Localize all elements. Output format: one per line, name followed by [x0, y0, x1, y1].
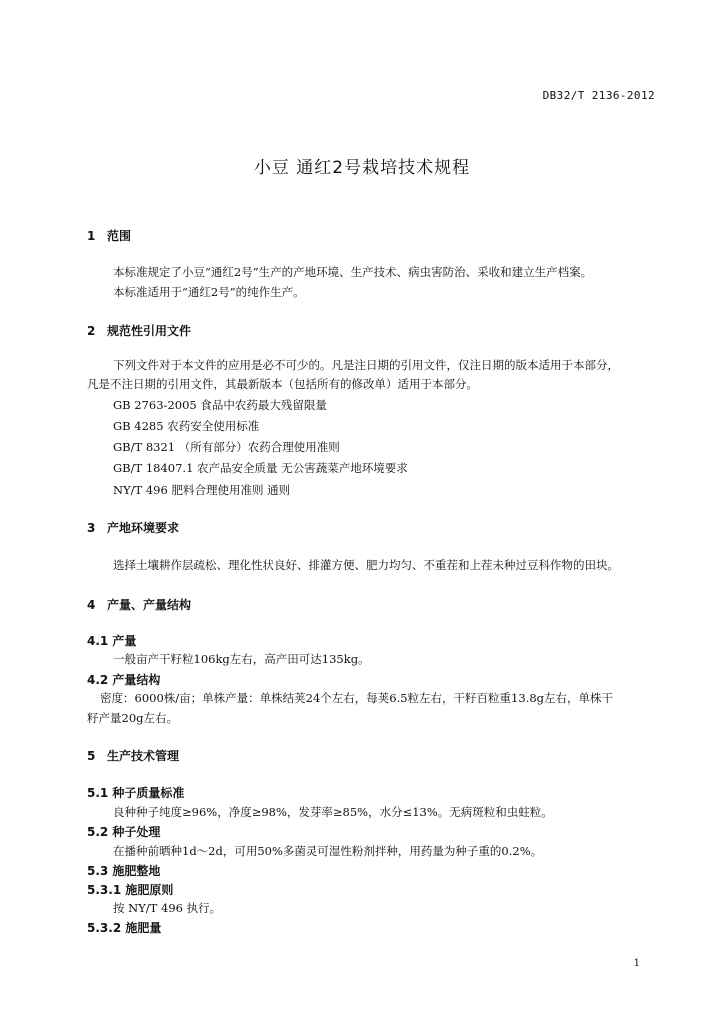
subsection-4-1-heading: 4.1 产量 [87, 634, 137, 648]
section-5-heading [87, 747, 179, 764]
section-title: 范围 [107, 229, 132, 243]
standard-number: DB32/T 2136-2012 [542, 89, 655, 102]
subsection-5-3-1-heading: 5.3.1 施肥原则 [87, 883, 174, 897]
section-2-heading [87, 322, 191, 339]
section-title: 产地环境要求 [107, 521, 180, 535]
fertilization-principle-text: 按 NY/T 496 执行。 [113, 901, 222, 915]
section-number: 2 [87, 324, 96, 338]
section-number: 5 [87, 749, 96, 763]
subsection-5-3-2-heading: 5.3.2 施肥量 [87, 921, 162, 935]
seed-quality-text: 良种种子纯度≥96%，净度≥98%，发芽率≥85%，水分≤13%。无病斑粒和虫蛀粒。 [113, 805, 553, 819]
references-intro-line-2: 凡是不注日期的引用文件，其最新版本（包括所有的修改单）适用于本部分。 [87, 377, 478, 391]
section-number: 1 [87, 229, 96, 243]
reference-item: GB 4285 农药安全使用标准 [113, 419, 260, 433]
document-title: 小豆 通红2号栽培技术规程 [253, 158, 471, 178]
seed-treatment-text: 在播种前晒种1d～2d，可用50%多菌灵可湿性粉剂拌种，用药量为种子重的0.2%。 [113, 844, 543, 858]
scope-paragraph-1: 本标准规定了小豆“通红2号”生产的产地环境、生产技术、病虫害防治、采收和建立生产档案。 [113, 265, 593, 279]
environment-paragraph: 选择土壤耕作层疏松、理化性状良好、排灌方便、肥力均匀、不重茬和上茬未种过豆科作物的田块。 [113, 558, 619, 572]
subsection-5-3-heading: 5.3 施肥整地 [87, 864, 161, 878]
reference-item: GB/T 8321 （所有部分）农药合理使用准则 [113, 440, 340, 454]
section-4-heading [87, 596, 191, 613]
yield-text: 一般亩产干籽粒106kg左右，高产田可达135kg。 [113, 652, 370, 666]
reference-item: GB/T 18407.1 农产品安全质量 无公害蔬菜产地环境要求 [113, 461, 408, 475]
references-intro-line-1: 下列文件对于本文件的应用是必不可少的。凡是注日期的引用文件，仅注日期的版本适用于本部分， [113, 358, 619, 372]
subsection-4-2-heading: 4.2 产量结构 [87, 673, 161, 687]
yield-structure-line-2: 籽产量20g左右。 [87, 711, 178, 725]
page-number: 1 [633, 958, 640, 969]
section-3-heading [87, 519, 179, 536]
subsection-5-1-heading: 5.1 种子质量标准 [87, 786, 185, 800]
section-title: 生产技术管理 [107, 749, 180, 763]
subsection-5-2-heading: 5.2 种子处理 [87, 825, 161, 839]
section-number: 4 [87, 598, 96, 612]
section-1-heading [87, 227, 131, 244]
section-title: 产量、产量结构 [107, 598, 192, 612]
reference-item: NY/T 496 肥料合理使用准则 通则 [113, 483, 291, 497]
reference-item: GB 2763-2005 食品中农药最大残留限量 [113, 398, 327, 412]
yield-structure-line-1: 密度：6000株/亩；单株产量：单株结荚24个左右，每荚6.5粒左右，干籽百粒重13.8g左右，单株干 [100, 691, 614, 705]
scope-paragraph-2: 本标准适用于“通红2号”的纯作生产。 [113, 285, 305, 299]
section-title: 规范性引用文件 [107, 324, 192, 338]
section-number: 3 [87, 521, 96, 535]
